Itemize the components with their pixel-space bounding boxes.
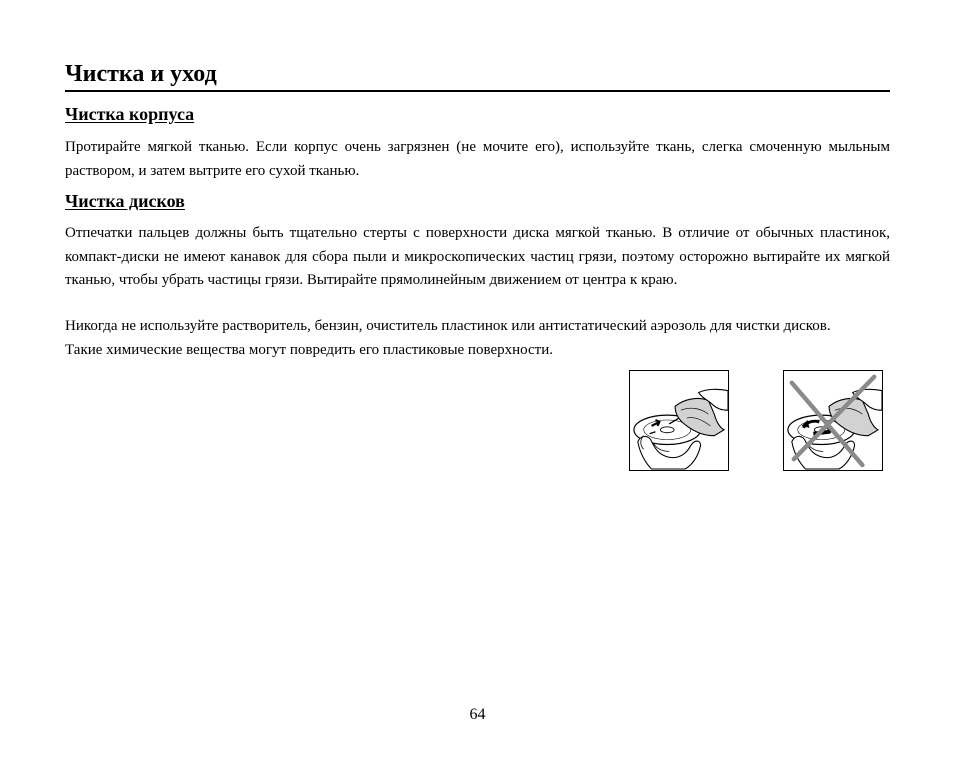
section-heading-body-cleaning: Чистка корпуса (65, 104, 195, 124)
page-number: 64 (469, 706, 486, 723)
disc-wiping-incorrect-figure (783, 370, 883, 471)
page-title: Чистка и уход (65, 61, 217, 87)
title-underline-rule (65, 90, 890, 92)
disc-wiping-incorrect-illustration-icon (784, 371, 882, 470)
body-cleaning-paragraph: Протирайте мягкой тканью. Если корпус очень загрязнен (не мочите его), используйте ткань, слегка смоченную мыльным раствором, и затем вытрите его сухой тканью. (65, 139, 890, 179)
manual-page (65, 0, 890, 781)
disc-cleaning-paragraph-1: Отпечатки пальцев должны быть тщательно стерты с поверхности диска мягкой тканью. В отличие от обычных пластинок, компакт-диски не имеют канавок для сбора пыли и микроскопических частиц грязи, поэтому осторожно вытирайте их мягкой тканью, чтобы убрать частицы грязи. Вытирайте прямолинейным движением от центра к краю. (65, 225, 890, 288)
disc-cleaning-paragraph-2: Никогда не используйте растворитель, бензин, очиститель пластинок или антистатический аэрозоль для чистки дисков. Такие химические вещества могут повредить его пластиковые поверхности. (65, 318, 831, 358)
disc-wiping-correct-figure (629, 370, 729, 471)
disc-wiping-correct-illustration-icon (630, 371, 728, 470)
section-heading-disc-cleaning: Чистка дисков (65, 191, 185, 211)
